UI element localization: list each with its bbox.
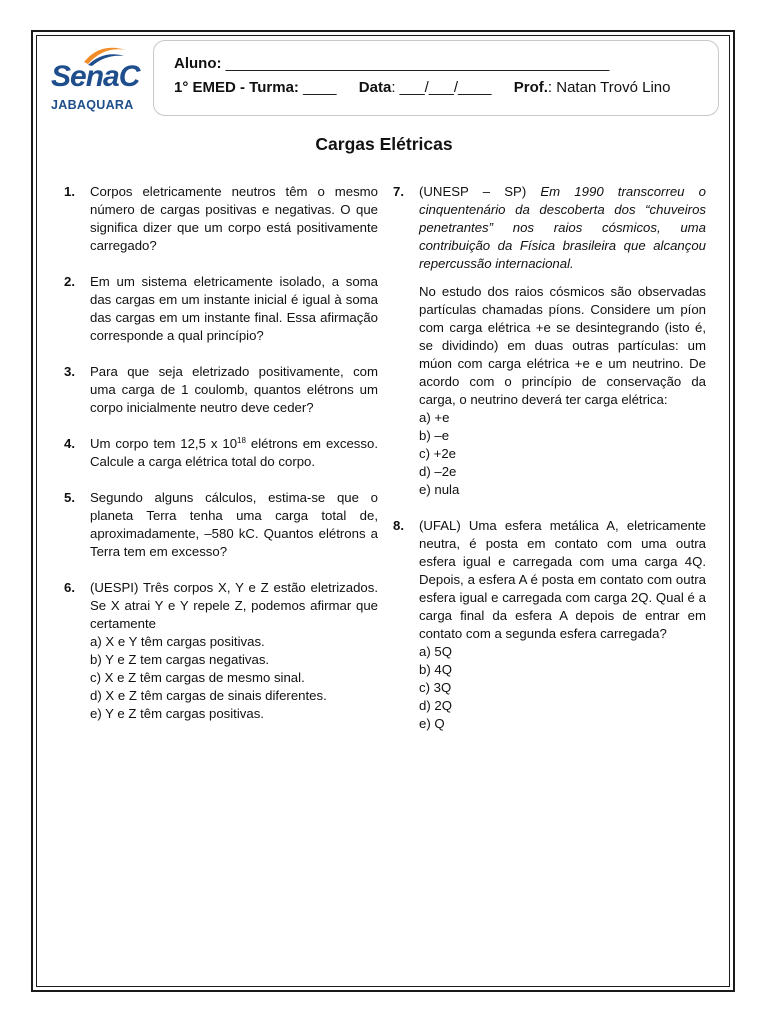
question-2: [64, 273, 378, 345]
left-column: [64, 183, 378, 741]
option-e: e) Q: [419, 716, 445, 731]
option-c: c) +2e: [419, 446, 457, 461]
teacher-label: Prof.: [513, 79, 548, 96]
question-text: Segundo alguns cálculos, estima-se que o planeta Terra tenha uma carga total de, aproximadamente, –580 kC. Quantos elétrons a Terra tem em excesso?: [90, 490, 378, 559]
question-3: [64, 363, 378, 417]
question-number: 7.: [393, 184, 404, 199]
question-number: 2.: [64, 274, 75, 289]
question-number: 8.: [393, 518, 404, 533]
option-c: c) 3Q: [419, 680, 452, 695]
class-line[interactable]: ____: [303, 79, 337, 96]
question-8: [393, 517, 706, 733]
header-box: [153, 40, 719, 116]
question-text-b: elétrons em excesso. Calcule a carga elétrica total do corpo.: [90, 436, 378, 469]
class-label: 1° EMED - Turma:: [174, 79, 299, 96]
student-name-line[interactable]: ______________________________________________: [225, 55, 610, 72]
question-number: 6.: [64, 580, 75, 595]
option-a: a) 5Q: [419, 644, 452, 659]
right-column: [393, 183, 706, 751]
question-text: (UESPI) Três corpos X, Y e Z estão eletrizados. Se X atrai Y e Y repele Z, podemos afirmar que certamente: [90, 580, 378, 631]
option-d: d) 2Q: [419, 698, 452, 713]
question-number: 1.: [64, 184, 75, 199]
option-b: b) –e: [419, 428, 450, 443]
question-number: 4.: [64, 436, 75, 451]
option-a: a) +e: [419, 410, 450, 425]
question-number: 3.: [64, 364, 75, 379]
exponent: 18: [237, 436, 246, 445]
question-text: Em um sistema eletricamente isolado, a soma das cargas em um instante inicial é igual à soma das cargas em um instante final. Essa afirmação corresponde a qual princípio?: [90, 274, 378, 343]
option-b: b) Y e Z tem cargas negativas.: [90, 652, 270, 667]
question-intro: [419, 183, 706, 273]
logo-wordmark: SenaC: [51, 60, 140, 93]
option-d: d) –2e: [419, 464, 457, 479]
question-body: [419, 517, 706, 733]
question-text: Para que seja eletrizado positivamente, com uma carga de 1 coulomb, quantos elétrons um corpo inicialmente neutro deve ceder?: [90, 364, 378, 415]
question-quote: Em 1990 transcorreu o cinquentenário da descoberta dos “chuveiros penetrantes” nos raios cósmicos, uma contribuição da Física brasileira que alcançou repercussão internacional.: [419, 184, 706, 271]
senac-logo: [50, 40, 140, 115]
option-b: b) 4Q: [419, 662, 452, 677]
student-row: [174, 55, 609, 72]
date-label: Data: [358, 79, 392, 96]
question-5: [64, 489, 378, 561]
teacher-value: : Natan Trovó Lino: [547, 79, 671, 96]
question-source: (UNESP – SP): [419, 184, 527, 199]
date-line[interactable]: : ___/___/____: [391, 79, 492, 96]
option-c: c) X e Z têm cargas de mesmo sinal.: [90, 670, 305, 685]
question-text: (UFAL) Uma esfera metálica A, eletricamente neutra, é posta em contato com uma outra esfera igual e carregada com uma carga 4Q. Depois, a esfera A é posta em contato com outra esfera igual e carregada com carga 2Q. Qual é a carga final da esfera A depois de entrar em contato com a segunda esfera carregada?: [419, 518, 706, 641]
logo-location: JABAQUARA: [51, 98, 134, 112]
question-text: [90, 435, 378, 471]
option-e: e) Y e Z têm cargas positivas.: [90, 706, 264, 721]
question-4: [64, 435, 378, 471]
question-6: [64, 579, 378, 723]
question-text-a: Um corpo tem 12,5 x 10: [90, 436, 238, 451]
page-title: Cargas Elétricas: [315, 134, 453, 154]
option-d: d) X e Z têm cargas de sinais diferentes.: [90, 688, 327, 703]
question-body: [90, 579, 378, 723]
question-body: [419, 183, 706, 499]
info-row: [174, 79, 671, 96]
student-label: Aluno:: [174, 55, 222, 72]
question-text: No estudo dos raios cósmicos são observadas partículas chamadas píons. Considere um píon com carga elétrica +e se desintegrando (isto é, se dividindo) em duas outras partículas: um múon com carga elétrica +e e um neutrino. De acordo com o princípio de conservação da carga, o neutrino deverá ter carga elétrica:: [419, 284, 706, 407]
option-a: a) X e Y têm cargas positivas.: [90, 634, 265, 649]
question-text: Corpos eletricamente neutros têm o mesmo número de cargas positivas e negativas. O que significa dizer que um corpo está positivamente carregado?: [90, 184, 378, 253]
question-7: [393, 183, 706, 499]
question-number: 5.: [64, 490, 75, 505]
option-e: e) nula: [419, 482, 460, 497]
question-1: [64, 183, 378, 255]
